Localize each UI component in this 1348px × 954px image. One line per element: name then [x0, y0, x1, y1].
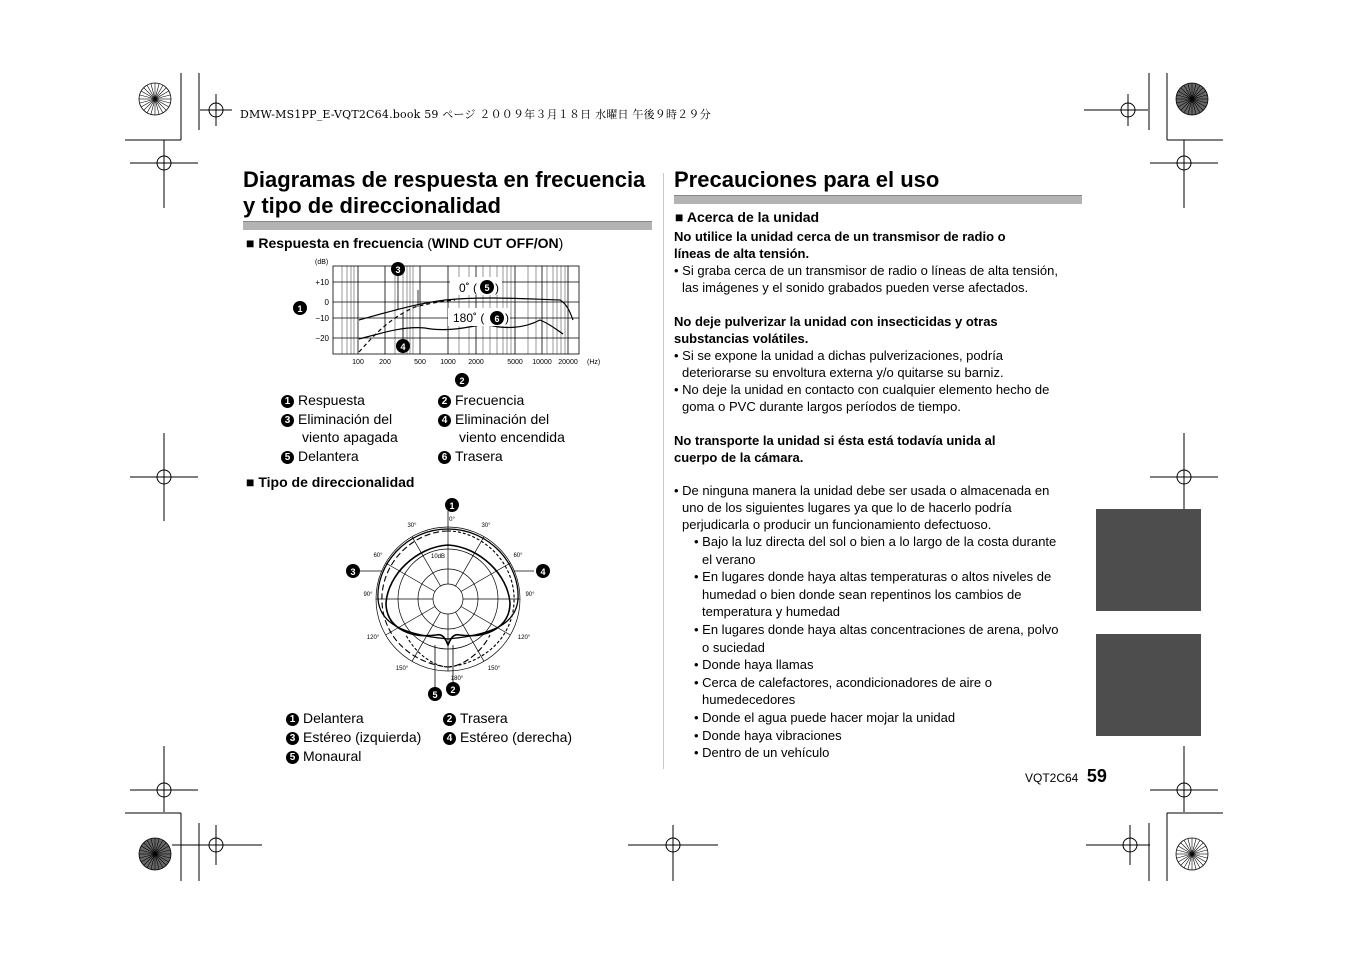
heading-1-line: No utilice la unidad cerca de un transmisor de radio o [674, 229, 1006, 244]
freq-xtick: 10000 [532, 359, 552, 366]
list-item: o suciedad [702, 639, 765, 655]
callout-4-icon: 4 [443, 732, 456, 745]
freq-ytick: +10 [315, 278, 329, 287]
list-item: • En lugares donde haya altas concentraciones de arena, polvo [694, 621, 1059, 637]
list-item: • Donde haya vibraciones [694, 727, 842, 743]
svg-text:4: 4 [540, 567, 546, 577]
list-item: • Dentro de un vehículo [694, 745, 830, 761]
callout-2-icon: 2 [443, 713, 456, 726]
para-line: perjudicarla o producir un funcionamiento defectuoso. [682, 517, 992, 532]
freq-ytick: −10 [315, 314, 329, 323]
list-item: • Cerca de calefactores, acondicionadores de aire o [694, 674, 992, 690]
polar-ring-label: 10dB [430, 554, 446, 560]
legend-text: Eliminación del [298, 411, 393, 427]
freq-legend-item [438, 447, 503, 466]
polar-angle-label: 60° [513, 553, 523, 559]
legend-text: Delantera [303, 710, 364, 726]
freq-legend-item [438, 391, 524, 410]
freq-xtick: 5000 [507, 359, 523, 366]
svg-text:3: 3 [395, 265, 401, 275]
legend-text: Monaural [303, 748, 362, 764]
polar-angle-label: 120° [517, 635, 531, 641]
legend-text: Respuesta [298, 392, 365, 408]
callout-1-icon: 1 [281, 395, 294, 408]
freq-xtick: 20000 [558, 359, 578, 366]
callout-3-icon: 3 [286, 732, 299, 745]
heading-3-line: No transporte la unidad si ésta está todavía unida al [674, 433, 996, 448]
freq-ylabel: (dB) [315, 259, 329, 266]
front-close: ) [495, 281, 499, 295]
freq-legend-item [281, 391, 365, 410]
freq-response-chart [285, 252, 615, 392]
freq-legend-item [459, 428, 565, 447]
paren-close: ) [558, 235, 564, 251]
list-item: • Donde el agua puede hacer mojar la unidad [694, 709, 956, 725]
freq-ytick: 0 [324, 298, 329, 307]
list-item: el verano [702, 551, 756, 567]
heading-1-line: líneas de alta tensión. [674, 246, 810, 261]
svg-text:1: 1 [297, 304, 303, 314]
freq-legend-item [281, 447, 359, 466]
heading-3-line: cuerpo de la cámara. [674, 450, 804, 465]
left-title [243, 167, 663, 219]
footer [1025, 766, 1107, 787]
dir-legend-item [443, 709, 508, 728]
print-header: DMW-MS1PP_E-VQT2C64.book 59 ページ ２００９年３月１８日 水曜日 午後９時２９分 [240, 108, 711, 121]
right-title-rule [674, 195, 1082, 204]
callout-2-icon: 2 [438, 395, 451, 408]
front-curve-label: 0˚ ( [459, 281, 477, 295]
polar-angle-label: 60° [373, 553, 383, 559]
square-bullet-icon: ■ [675, 209, 684, 225]
legend-text: Estéreo (derecha) [460, 729, 573, 745]
right-body [674, 228, 1094, 762]
dir-legend-item [286, 709, 364, 728]
list-item: • Donde haya llamas [694, 657, 814, 673]
legend-text: Trasera [460, 710, 508, 726]
callout-3-icon: 3 [281, 414, 294, 427]
svg-text:5: 5 [432, 690, 438, 700]
dir-legend [286, 709, 616, 769]
legend-text: Trasera [455, 448, 503, 464]
para-line: deteriorarse su envoltura externa y/o quitarse su barniz. [682, 365, 1004, 380]
para-line: • Si se expone la unidad a dichas pulverizaciones, podría [674, 348, 1004, 363]
polar-angle-label: 90° [525, 592, 535, 598]
freq-xtick: 200 [379, 359, 391, 366]
para-1 [674, 262, 1094, 296]
polar-pattern-chart [340, 495, 560, 705]
legend-text: viento apagada [302, 429, 398, 445]
callout-5-icon: 5 [286, 751, 299, 764]
polar-angle-label: 150° [395, 666, 409, 672]
dir-legend-item [286, 747, 361, 766]
freq-ytick: −20 [315, 334, 329, 343]
sub-heading-label: Acerca de la unidad [686, 209, 820, 225]
list-item: humedad o bien donde sean repentinos los cambios de [702, 586, 1022, 602]
polar-angle-label: 90° [363, 592, 373, 598]
polar-angle-label: 0° [449, 517, 455, 523]
freq-xtick: 1000 [440, 359, 456, 366]
svg-text:6: 6 [494, 314, 500, 324]
legend-text: Estéreo (izquierda) [303, 729, 422, 745]
list-item: • En lugares donde haya altas temperaturas o altos niveles de [694, 569, 1052, 585]
callout-5-icon: 5 [281, 451, 294, 464]
svg-text:2: 2 [459, 376, 465, 386]
polar-angle-label: 150° [487, 666, 501, 672]
para-line: • De ninguna manera la unidad debe ser usada o almacenada en [674, 483, 1050, 498]
square-bullet-icon: ■ [246, 235, 255, 251]
dir-section-label: Tipo de direccionalidad [258, 474, 415, 490]
paren-open: ( [427, 235, 432, 251]
rear-curve-label: 180˚ ( [453, 311, 485, 325]
legend-text: Frecuencia [455, 392, 525, 408]
heading-3 [674, 432, 1094, 466]
column-separator [663, 173, 664, 769]
dir-legend-item [443, 728, 572, 747]
legend-text: viento encendida [459, 429, 565, 445]
legend-text: Delantera [298, 448, 359, 464]
para-2 [674, 347, 1094, 415]
list-item: humedecedores [702, 692, 796, 708]
polar-angle-label: 30° [407, 523, 417, 529]
freq-legend [281, 391, 611, 467]
list-item: • Bajo la luz directa del sol o bien a lo largo de la costa durante [694, 534, 1057, 549]
right-title [674, 167, 1094, 193]
svg-text:5: 5 [484, 283, 490, 293]
left-title-line2: y tipo de direccionalidad [243, 193, 501, 218]
freq-xtick: 500 [414, 359, 426, 366]
svg-text:4: 4 [400, 342, 406, 352]
svg-text:2: 2 [450, 685, 456, 695]
polar-angle-label: 120° [366, 635, 380, 641]
callout-6-icon: 6 [438, 451, 451, 464]
freq-legend-item [438, 410, 549, 429]
legend-text: Eliminación del [455, 411, 550, 427]
para-line: las imágenes y el sonido grabados pueden verse afectados. [682, 280, 1029, 295]
para-4 [674, 482, 1094, 533]
para-line: • Si graba cerca de un transmisor de radio o líneas de alta tensión, [674, 263, 1058, 278]
freq-section-mode: WIND CUT OFF/ON [431, 235, 559, 251]
rear-close: ) [505, 311, 509, 325]
location-list [674, 533, 1094, 762]
heading-2 [674, 313, 1094, 347]
side-tab-upper [1096, 509, 1201, 611]
freq-section-label: Respuesta en frecuencia [258, 235, 424, 251]
heading-1 [674, 228, 1094, 262]
freq-section-heading [246, 235, 563, 251]
left-title-rule [243, 221, 652, 230]
right-title-text: Precauciones para el uso [674, 167, 940, 192]
para-line: uno de los siguientes lugares ya que lo de hacerlo podría [682, 500, 1012, 515]
heading-2-line: No deje pulverizar la unidad con insecticidas y otras [674, 314, 998, 329]
dir-section-heading [246, 474, 414, 490]
square-bullet-icon: ■ [246, 474, 255, 490]
heading-2-line: substancias volátiles. [674, 331, 809, 346]
callout-1-icon: 1 [286, 713, 299, 726]
para-line: • No deje la unidad en contacto con cualquier elemento hecho de [674, 382, 1050, 397]
freq-legend-item [281, 410, 392, 429]
freq-xtick: 2000 [468, 359, 484, 366]
left-title-line1: Diagramas de respuesta en frecuencia [243, 167, 646, 192]
polar-angle-label: 180° [450, 676, 464, 682]
para-line: goma o PVC durante largos períodos de tiempo. [682, 399, 961, 414]
dir-legend-item [286, 728, 421, 747]
callout-4-icon: 4 [438, 414, 451, 427]
page-number: 59 [1086, 766, 1107, 786]
freq-xlabel: (Hz) [587, 359, 601, 366]
side-tab-lower [1096, 634, 1201, 736]
list-item: temperatura y humedad [702, 604, 841, 620]
svg-text:1: 1 [449, 501, 455, 511]
polar-angle-label: 30° [481, 523, 491, 529]
svg-text:3: 3 [350, 567, 356, 577]
sub-heading [675, 209, 819, 225]
freq-xtick: 100 [352, 359, 364, 366]
footer-code: VQT2C64 [1025, 771, 1079, 785]
freq-legend-item [302, 428, 398, 447]
